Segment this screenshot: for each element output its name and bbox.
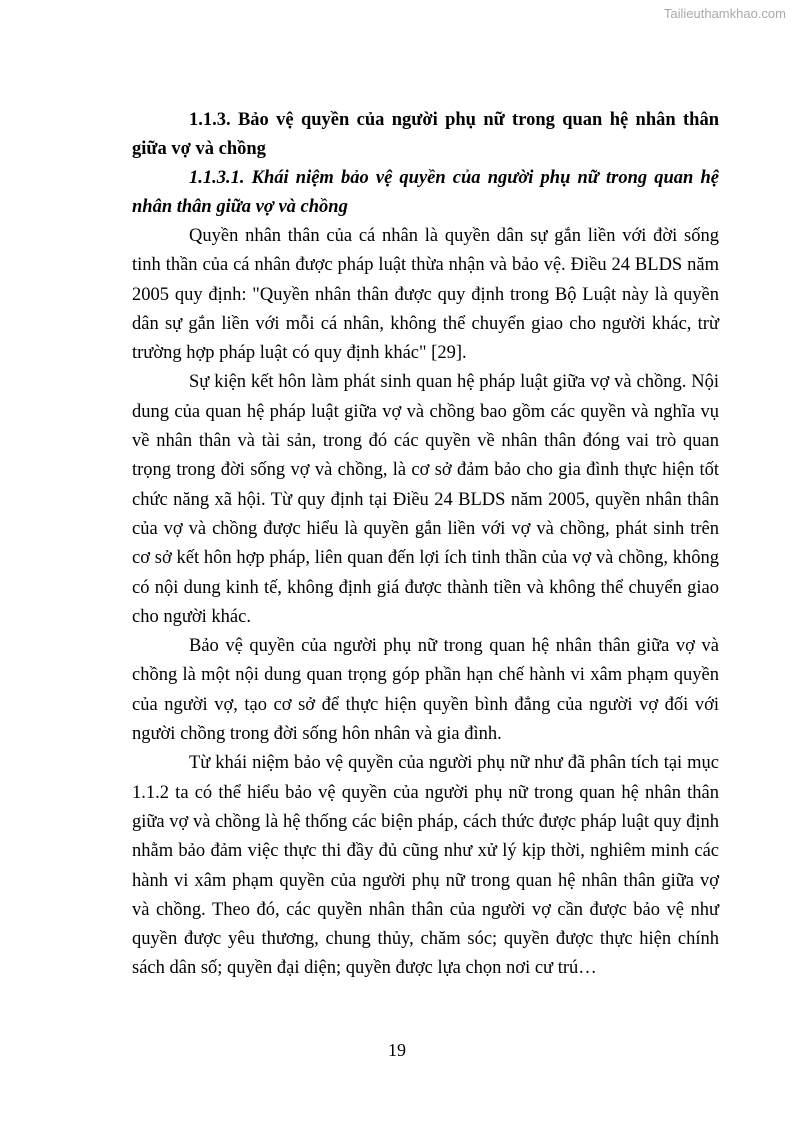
subsection-heading: 1.1.3.1. Khái niệm bảo vệ quyền của người phụ nữ trong quan hệ nhân thân giữa vợ và chồng [132, 168, 719, 217]
paragraph-3: Bảo vệ quyền của người phụ nữ trong quan hệ nhân thân giữa vợ và chồng là một nội dung quan trọng góp phần hạn chế hành vi xâm phạm quyền của người vợ, tạo cơ sở để thực hiện quyền bình đẳng của người vợ đối với người chồng trong đời sống hôn nhân và gia đình. [132, 636, 719, 745]
document-body [132, 106, 719, 984]
paragraph-1: Quyền nhân thân của cá nhân là quyền dân sự gắn liền với đời sống tinh thần của cá nhân được pháp luật thừa nhận và bảo vệ. Điều 24 BLDS năm 2005 quy định: "Quyền nhân thân được quy định trong Bộ Luật này là quyền dân sự gắn liền với mỗi cá nhân, không thể chuyển giao cho người khác, trừ trường hợp pháp luật có quy định khác" [29]. [132, 226, 719, 364]
paragraph-2: Sự kiện kết hôn làm phát sinh quan hệ pháp luật giữa vợ và chồng. Nội dung của quan hệ pháp luật giữa vợ và chồng bao gồm các quyền và nghĩa vụ về nhân thân và tài sản, trong đó các quyền về nhân thân đóng vai trò quan trọng trong đời sống vợ và chồng, là cơ sở đảm bảo cho gia đình thực hiện tốt chức năng xã hội. Từ quy định tại Điều 24 BLDS năm 2005, quyền nhân thân của vợ và chồng được hiểu là quyền gắn liền với vợ và chồng, phát sinh trên cơ sở kết hôn hợp pháp, liên quan đến lợi ích tinh thần của vợ và chồng, không có nội dung kinh tế, không định giá được thành tiền và không thể chuyển giao cho người khác. [132, 372, 719, 627]
page-number: 19 [388, 1040, 406, 1060]
section-heading: 1.1.3. Bảo vệ quyền của người phụ nữ trong quan hệ nhân thân giữa vợ và chồng [132, 110, 719, 159]
paragraph-4: Từ khái niệm bảo vệ quyền của người phụ nữ như đã phân tích tại mục 1.1.2 ta có thể hiểu bảo vệ quyền của người phụ nữ trong quan hệ nhân thân giữa vợ và chồng là hệ thống các biện pháp, cách thức được pháp luật quy định nhằm bảo đảm việc thực thi đầy đủ cũng như xử lý kịp thời, nghiêm minh các hành vi xâm phạm quyền của người phụ nữ trong quan hệ nhân thân giữa vợ và chồng. Theo đó, các quyền nhân thân của người vợ cần được bảo vệ như quyền được yêu thương, chung thủy, chăm sóc; quyền được thực hiện chính sách dân số; quyền đại diện; quyền được lựa chọn nơi cư trú… [132, 753, 719, 979]
watermark: Tailieuthamkhao.com [663, 6, 786, 21]
